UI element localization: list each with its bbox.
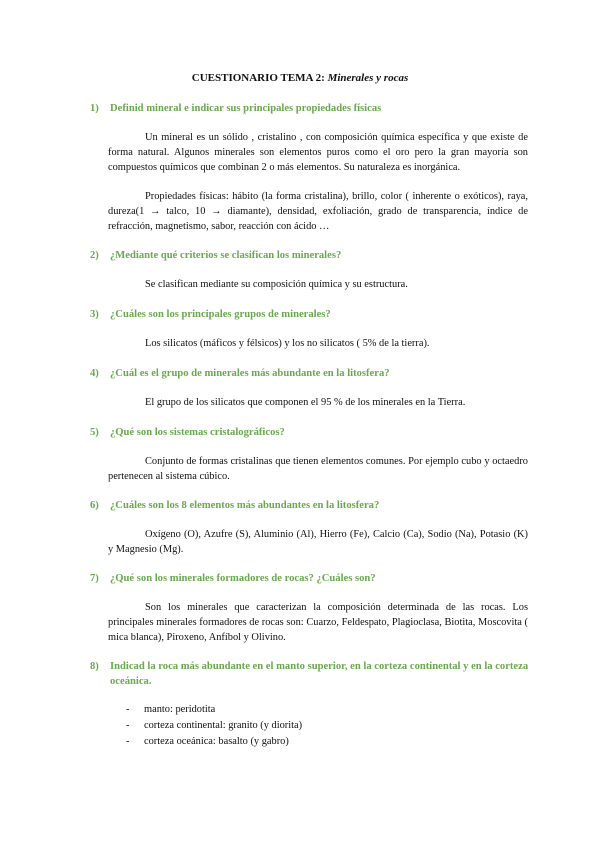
- title-italic: Minerales y rocas: [327, 72, 409, 84]
- answer-8-list: [122, 702, 302, 750]
- answer-text: Son los minerales que caracterizan la composición determinada de las rocas. Los principales minerales formadores de rocas son: Cuarzo, Feldespato, Plagioclasa, Biotita, Moscovita ( mica blanca), Piroxeno, Anfíbol y Olivino.: [108, 602, 528, 643]
- question-text: ¿Qué son los minerales formadores de rocas? ¿Cuáles son?: [110, 573, 376, 584]
- answer-text: Oxígeno (O), Azufre (S), Aluminio (Al), Hierro (Fe), Calcio (Ca), Sodio (Na), Potasio (K) y Magnesio (Mg).: [108, 529, 528, 555]
- question-text: ¿Cuáles son los principales grupos de minerales?: [110, 309, 331, 320]
- answer-2: [108, 277, 528, 292]
- question-text: ¿Cuáles son los 8 elementos más abundantes en la litosfera?: [110, 500, 380, 511]
- question-text: Indicad la roca más abundante en el manto superior, en la corteza continental y en la corteza oceánica.: [110, 661, 529, 687]
- question-number: 3): [90, 309, 99, 320]
- answer-3: [108, 336, 528, 351]
- question-1: [90, 101, 530, 116]
- answer-text: Un mineral es un sólido , cristalino , con composición química específica y que existe de forma natural. Algunos minerales son elementos puros como el oro pero la gran mayoría son compuestos químicos que combinan 2 o más elementos. Su naturaleza es inorgánica.: [108, 132, 528, 173]
- answer-text: Conjunto de formas cristalinas que tienen elementos comunes. Por ejemplo cubo y octaedro pertenecen al sistema cúbico.: [108, 456, 528, 482]
- question-number: 6): [90, 500, 99, 511]
- question-number: 4): [90, 368, 99, 379]
- answer-text: Propiedades físicas: hábito (la forma cristalina), brillo, color ( inherente o exóticos), raya, dureza(1 → talco, 10 → diamante), densidad, exfoliación, grado de transparencia, índice de refracción, magnetismo, sabor, reacción con ácido …: [108, 191, 528, 232]
- answer-text: Los silicatos (máficos y félsicos) y los no silicatos ( 5% de la tierra).: [145, 338, 430, 349]
- document-title: [0, 72, 600, 84]
- question-number: 8): [90, 661, 99, 672]
- question-6: [90, 498, 530, 513]
- question-number: 2): [90, 250, 99, 261]
- question-7: [90, 571, 530, 586]
- question-number: 5): [90, 427, 99, 438]
- question-4: [90, 366, 530, 381]
- question-3: [90, 307, 530, 322]
- question-5: [90, 425, 530, 440]
- question-2: [90, 248, 530, 263]
- question-text: ¿Cuál es el grupo de minerales más abundante en la litosfera?: [110, 368, 390, 379]
- question-text: ¿Qué son los sistemas cristalográficos?: [110, 427, 285, 438]
- answer-6: [108, 527, 528, 557]
- answer-text: Se clasifican mediante su composición química y su estructura.: [145, 279, 408, 290]
- answer-4: [108, 395, 528, 410]
- question-number: 7): [90, 573, 99, 584]
- question-number: 1): [90, 103, 99, 114]
- list-item: - manto: peridotita: [122, 702, 302, 718]
- answer-1-paragraph-1: [108, 130, 528, 175]
- question-text: ¿Mediante qué criterios se clasifican los minerales?: [110, 250, 342, 261]
- list-item: - corteza oceánica: basalto (y gabro): [122, 734, 302, 750]
- answer-5: [108, 454, 528, 484]
- question-8: [90, 659, 530, 689]
- question-text: Definid mineral e indicar sus principales propiedades físicas: [110, 103, 382, 114]
- answer-7: [108, 600, 528, 645]
- answer-text: El grupo de los silicatos que componen el 95 % de los minerales en la Tierra.: [145, 397, 466, 408]
- title-main: CUESTIONARIO TEMA 2:: [191, 72, 328, 84]
- list-item: - corteza continental: granito (y diorita): [122, 718, 302, 734]
- answer-1-paragraph-2: [108, 189, 528, 234]
